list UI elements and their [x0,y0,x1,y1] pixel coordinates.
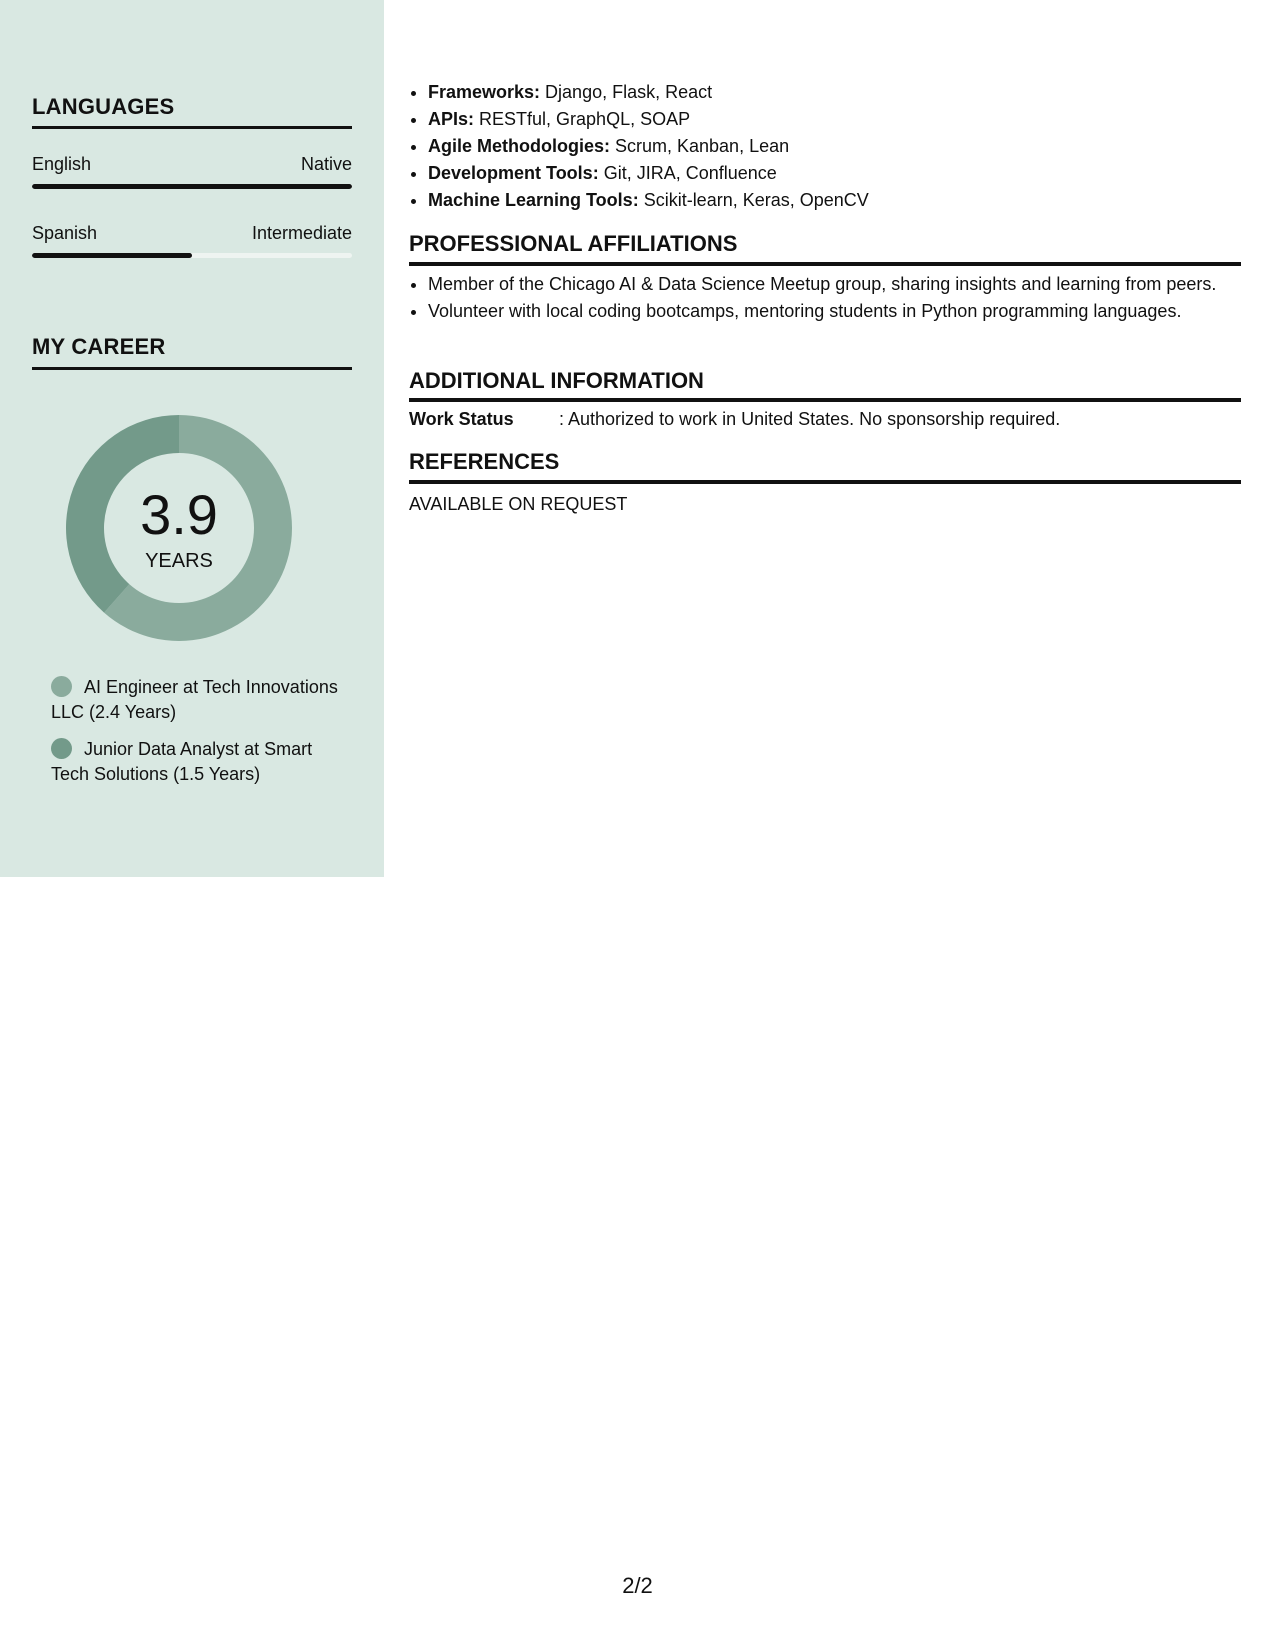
skill-label: APIs: [428,109,475,129]
references-text: AVAILABLE ON REQUEST [409,494,628,514]
language-name: English [32,154,92,174]
professional-affiliations-divider [409,262,1241,266]
skill-item [428,79,1241,106]
skill-label: Development Tools: [428,163,599,183]
career-legend-item [51,675,341,725]
career-legend-label: AI Engineer at Tech Innovations LLC (2.4 Years) [51,677,338,722]
legend-dot-icon [51,738,72,759]
language-level: Native [300,154,352,174]
career-donut-chart [66,415,292,641]
skill-label: Agile Methodologies: [428,136,610,156]
skill-value: Scikit-learn, Keras, OpenCV [638,190,869,210]
legend-dot-icon [51,676,72,697]
professional-affiliations-title: PROFESSIONAL AFFILIATIONS [409,231,738,256]
language-proficiency-fill [32,184,352,189]
skill-item [428,106,1241,133]
affiliation-item: • Member of the Chicago AI & Data Science Meetup group, sharing insights and learning from peers. [428,272,1241,297]
career-legend-item [51,737,341,787]
skill-value: Git, JIRA, Confluence [598,163,777,183]
work-status-row [409,407,1241,431]
skill-label: Frameworks: [428,82,541,102]
career-divider [32,367,352,370]
page-number: 2/2 [622,1573,653,1598]
language-row-english [32,152,352,176]
affiliation-item: • Volunteer with local coding bootcamps, mentoring students in Python programming languages. [428,299,1241,324]
skill-value: Django, Flask, React [540,82,713,102]
language-row-spanish [32,221,352,245]
language-proficiency-fill [32,253,192,258]
references-divider [409,480,1241,484]
languages-divider [32,126,352,129]
skills-list [409,79,1241,214]
skill-value: Scrum, Kanban, Lean [610,136,790,156]
skill-value: RESTful, GraphQL, SOAP [474,109,691,129]
languages-title: LANGUAGES [32,94,175,119]
additional-information-title: ADDITIONAL INFORMATION [409,368,704,393]
career-total-years: 3.9 [140,483,218,546]
skill-item [428,187,1241,214]
career-legend-label: Junior Data Analyst at Smart Tech Solutions (1.5 Years) [51,739,313,784]
language-proficiency-bar [32,253,352,258]
sidebar [0,0,384,877]
language-proficiency-bar [32,184,352,189]
language-name: Spanish [32,223,98,243]
references-title: REFERENCES [409,449,560,474]
career-total-unit: YEARS [145,550,213,572]
skill-item [428,160,1241,187]
career-title: MY CAREER [32,334,166,359]
work-status-label: Work Status [409,409,514,429]
affiliations-list [409,272,1241,326]
skill-item [428,133,1241,160]
additional-information-divider [409,398,1241,402]
skill-label: Machine Learning Tools: [428,190,639,210]
work-status-value: : Authorized to work in United States. No sponsorship required. [559,409,1061,429]
language-level: Intermediate [251,223,352,243]
